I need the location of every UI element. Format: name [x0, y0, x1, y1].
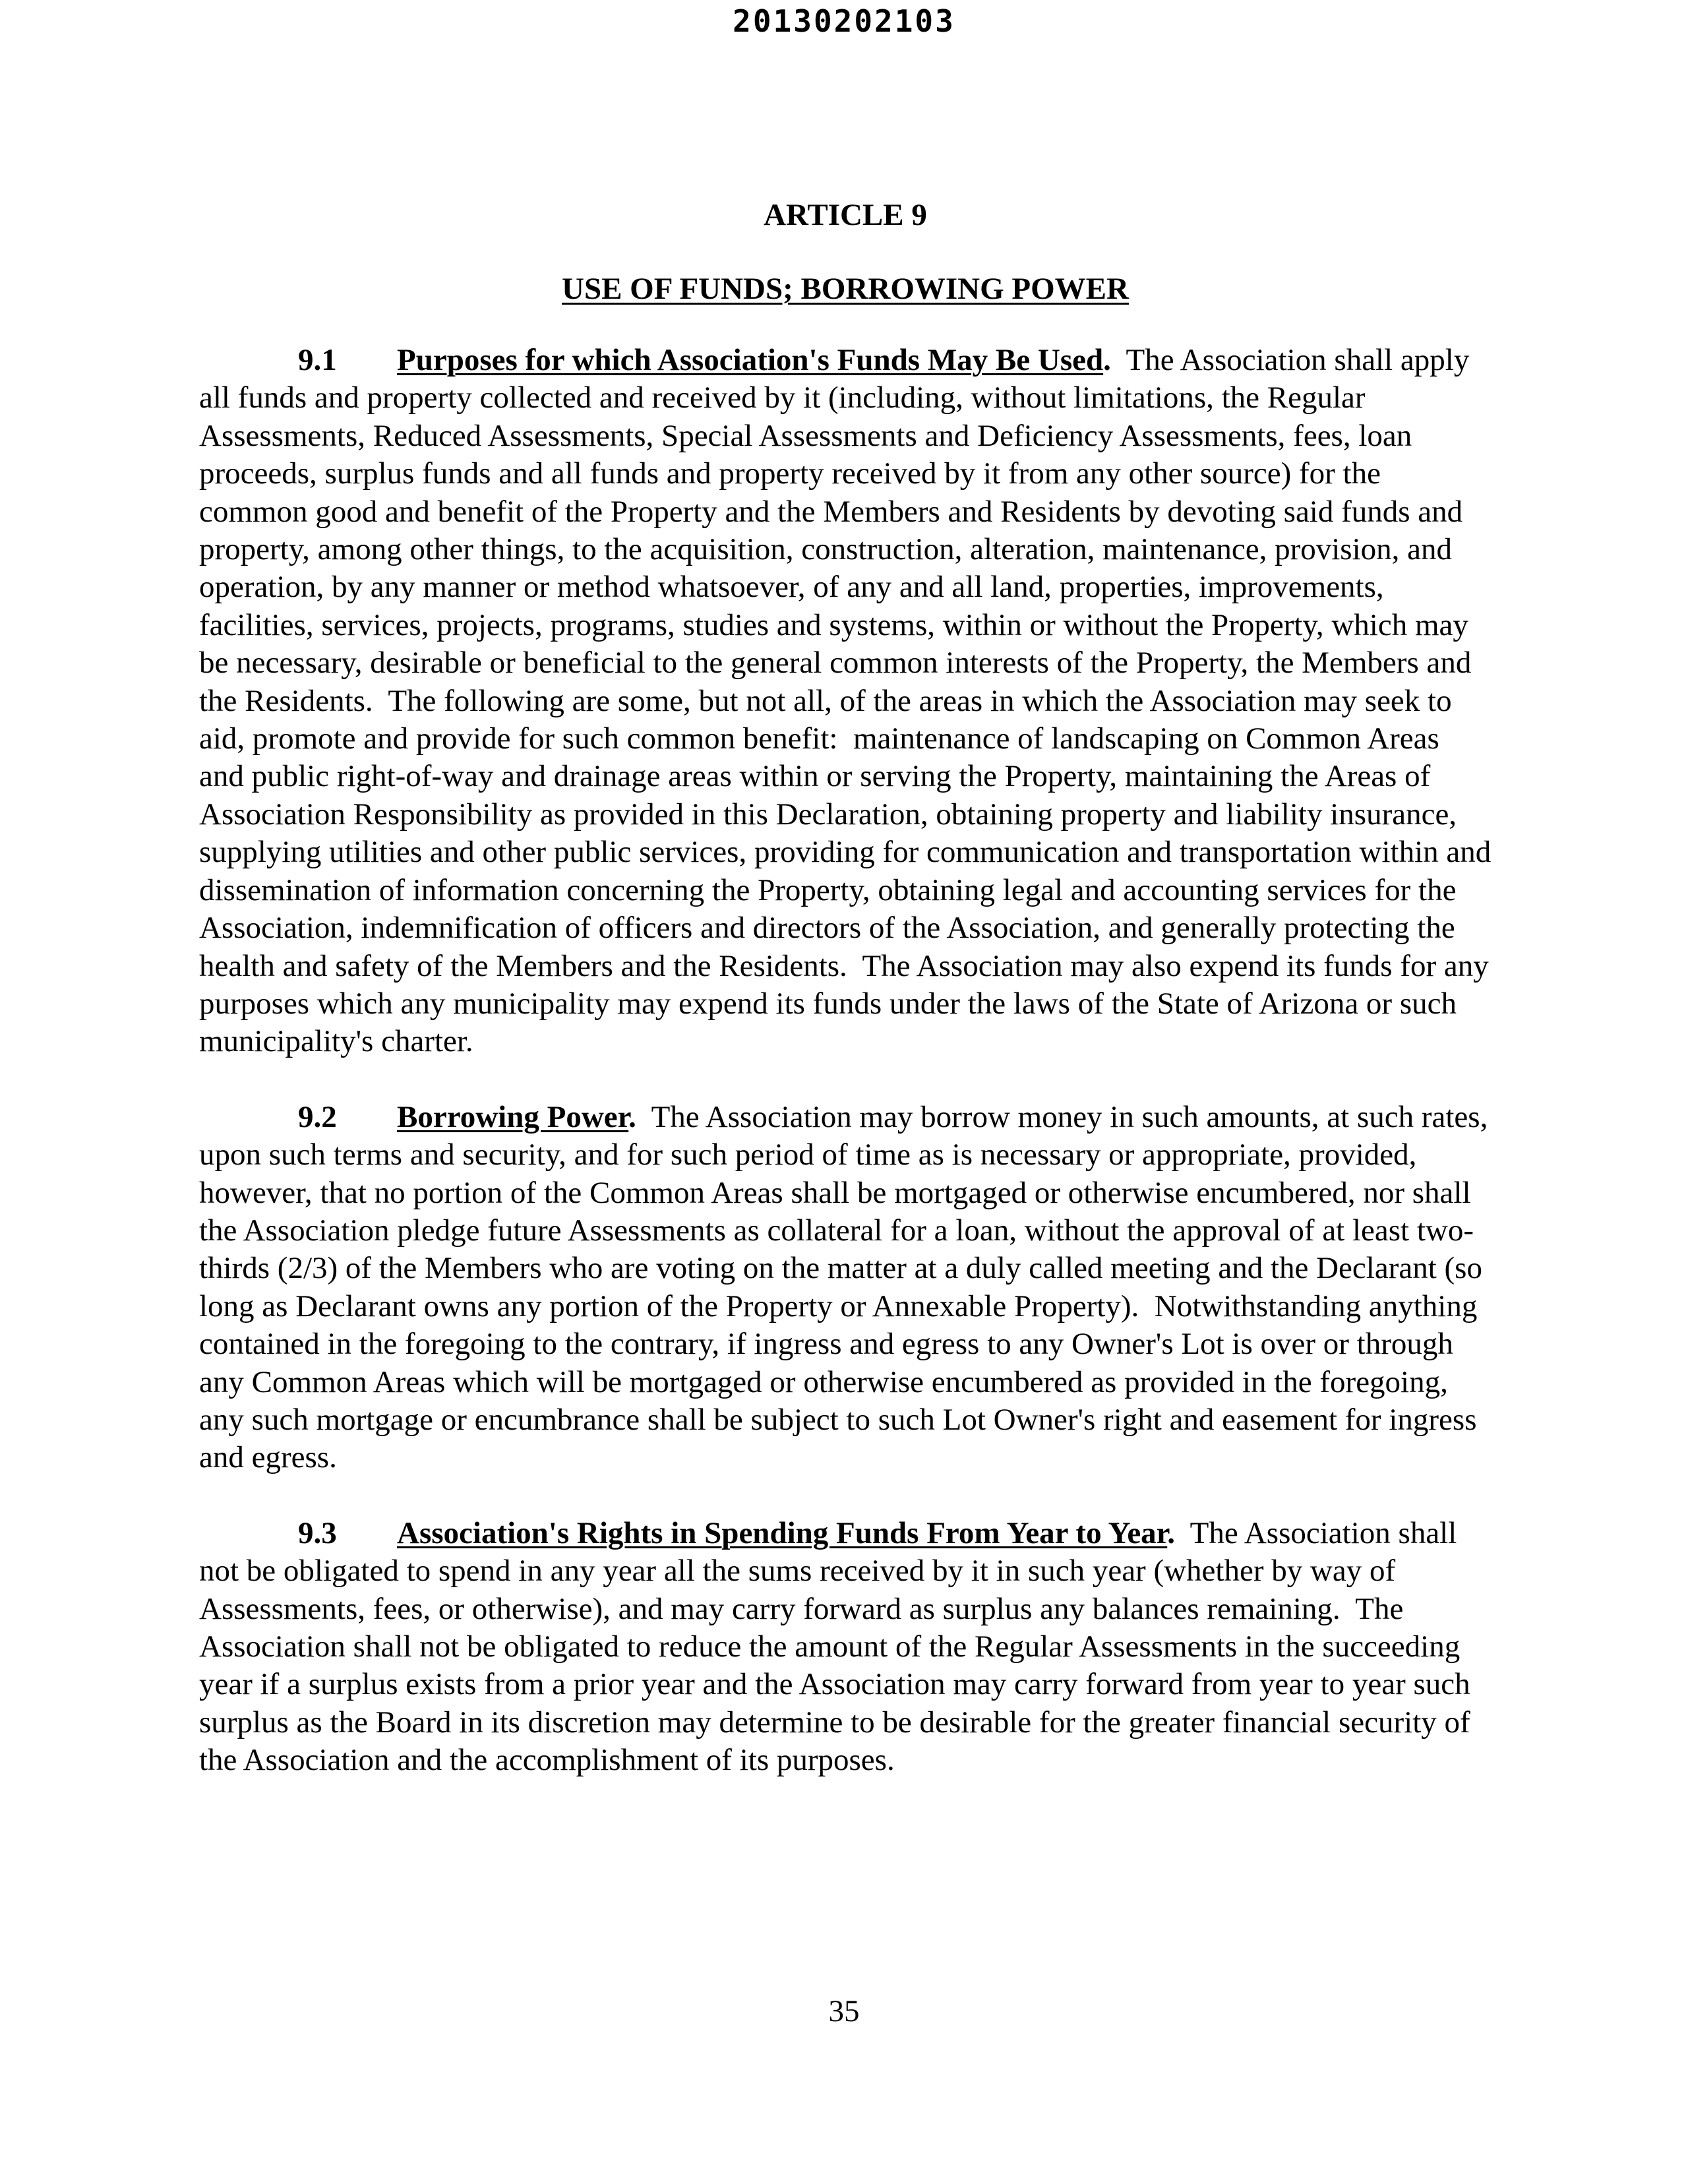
section-heading: Purposes for which Association's Funds May Be Used — [397, 343, 1104, 377]
section-heading: Borrowing Power — [397, 1099, 629, 1134]
section-body: The Association shall apply all funds and property collected and received by it (including, without limitations, the Regular Assessments, Reduced Assessments, Special Assessments and Deficiency Assessments, fees, loan proceeds, surplus funds and all funds and property received by it from any other source) for the common good and benefit of the Property and the Members and Residents by devoting said funds and property, among other things, to the acquisition, construction, alteration, maintenance, provision, and operation, by any manner or method whatsoever, of any and all land, properties, improvements, facilities, services, projects, programs, studies and systems, within or without the Property, which may be necessary, desirable or beneficial to the general common interests of the Property, the Members and the Residents. The following are some, but not all, of the areas in which the Association may seek to aid, promote and provide for such common benefit: maintenance of landscaping on Common Areas and public right-of-way and drainage areas within or serving the Property, maintaining the Areas of Association Responsibility as provided in this Declaration, obtaining property and liability insurance, supplying utilities and other public services, providing for communication and transportation within and dissemination of information concerning the Property, obtaining legal and accounting services for the Association, indemnification of officers and directors of the Association, and generally protecting the health and safety of the Members and the Residents. The Association may also expend its funds for any purposes which any municipality may expend its funds under the laws of the State of Arizona or such municipality's charter. — [199, 343, 1499, 1059]
recording-number: 20130202103 — [733, 3, 955, 39]
section-heading-period: . — [1167, 1515, 1175, 1550]
section-heading-period: . — [1103, 343, 1111, 377]
section-9-1 — [199, 342, 1499, 1061]
article-title: ARTICLE 9 — [764, 198, 927, 232]
section-number: 9.3 — [298, 1515, 337, 1550]
page-number: 35 — [828, 1994, 860, 2028]
document-body — [199, 195, 1499, 1780]
section-heading: Association's Rights in Spending Funds From Year to Year — [397, 1515, 1168, 1550]
section-9-2 — [199, 1099, 1496, 1477]
article-subtitle: USE OF FUNDS; BORROWING POWER — [562, 272, 1129, 306]
section-number: 9.1 — [298, 343, 337, 377]
section-body: The Association shall not be obligated to spend in any year all the sums received by it in such year (whether by way of Assessments, fees, or otherwise), and may carry forward as surplus any balances remaining. The Association shall not be obligated to reduce the amount of the Regular Assessments in the succeeding year if a surplus exists from a prior year and the Association may carry forward from year to year such surplus as the Board in its discretion may determine to be desirable for the greater financial security of the Association and the accomplishment of its purposes. — [199, 1515, 1478, 1778]
section-body: The Association may borrow money in such amounts, at such rates, upon such terms and security, and for such period of time as is necessary or appropriate, provided, however, that no portion of the Common Areas shall be mortgaged or otherwise encumbered, nor shall the Association pledge future Assessments as collateral for a loan, without the approval of at least two-thirds (2/3) of the Members who are voting on the matter at a duly called meeting and the Declarant (so long as Declarant owns any portion of the Property or Annexable Property). Notwithstanding anything contained in the foregoing to the contrary, if ingress and egress to any Owner's Lot is over or through any Common Areas which will be mortgaged or otherwise encumbered as provided in the foregoing, any such mortgage or encumbrance shall be subject to such Lot Owner's right and easement for ingress and egress. — [199, 1099, 1496, 1475]
section-number: 9.2 — [298, 1099, 337, 1134]
section-9-3 — [199, 1515, 1492, 1780]
section-heading-period: . — [628, 1099, 636, 1134]
